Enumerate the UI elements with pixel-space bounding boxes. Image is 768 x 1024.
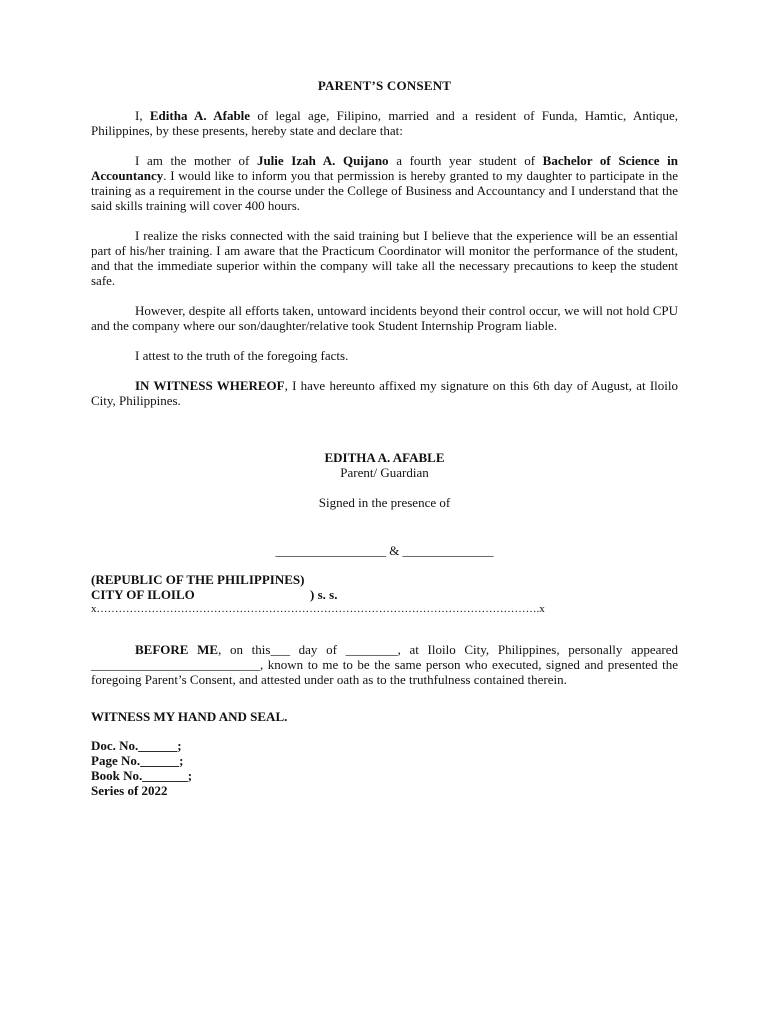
intro-prefix: I, <box>135 108 150 123</box>
before-me-paragraph <box>91 642 678 687</box>
spacer <box>91 510 678 543</box>
book-number-line: Book No._______; <box>91 768 193 783</box>
document-title: PARENT’S CONSENT <box>317 78 452 93</box>
witness-whereof-paragraph <box>91 378 678 408</box>
venue-caption <box>91 587 678 602</box>
intro-rest: of legal age, Filipino, married and a resident of Funda, Hamtic, Antique, Philippines, by these presents, hereby state and declare that: <box>91 108 678 138</box>
spacer <box>91 333 678 348</box>
republic-caption: (REPUBLIC OF THE PHILIPPINES) <box>91 572 305 587</box>
spacer <box>91 480 678 495</box>
mother-paragraph <box>91 153 678 213</box>
liability-paragraph: However, despite all efforts taken, untoward incidents beyond their control occur, we will not hold CPU and the company where our son/daughter/relative took Student Internship Program liable. <box>91 303 678 333</box>
spacer <box>91 213 678 228</box>
hand-seal-heading: WITNESS MY HAND AND SEAL. <box>91 709 288 724</box>
document-page <box>91 78 678 798</box>
page-number-line: Page No.______; <box>91 753 184 768</box>
doc-number-line: Doc. No.______; <box>91 738 182 753</box>
spacer <box>91 93 678 108</box>
ss-caption: ) s. s. <box>310 587 338 602</box>
risk-paragraph: I realize the risks connected with the said training but I believe that the experience will be an essential part of his/her training. I am aware that the Practicum Coordinator will monitor the performance of the student, and that the immediate superior within the company will take all the necessary precautions to keep the student safe. <box>91 228 678 288</box>
signatory-name: EDITHA A. AFABLE <box>324 450 445 465</box>
spacer <box>91 687 678 709</box>
intro-paragraph <box>91 108 678 138</box>
spacer <box>91 363 678 378</box>
before-me-rest: , on this___ day of ________, at Iloilo City, Philippines, personally appeared __________________________, known to me to be the same person who executed, signed and presented the foregoing Parent’s Consent, and attested under oath as to the truthfulness contained therein. <box>91 642 679 687</box>
spacer <box>91 288 678 303</box>
course-name: Bachelor of Science in Accountancy <box>91 153 678 183</box>
mother-middle: a fourth year student of <box>388 153 543 168</box>
signed-presence-text: Signed in the presence of <box>318 495 451 510</box>
spacer <box>91 616 678 642</box>
mother-rest: . I would like to inform you that permission is hereby granted to my daughter to participate in the training as a requirement in the course under the College of Business and Accountancy and I understand that the said skills training will cover 400 hours. <box>91 168 678 213</box>
spacer <box>91 408 678 450</box>
series-line: Series of 2022 <box>91 783 168 798</box>
witness-whereof-label: IN WITNESS WHEREOF <box>135 378 285 393</box>
attest-paragraph: I attest to the truth of the foregoing facts. <box>135 348 349 363</box>
witness-signature-lines: _________________ & ______________ <box>275 543 494 558</box>
student-name: Julie Izah A. Quijano <box>256 153 389 168</box>
spacer <box>91 724 678 738</box>
city-caption: CITY OF ILOILO <box>91 587 195 602</box>
spacer <box>91 558 678 572</box>
signatory-role: Parent/ Guardian <box>340 465 429 480</box>
mother-prefix: I am the mother of <box>135 153 257 168</box>
witness-whereof-rest: , I have hereunto affixed my signature on this 6th day of August, at Iloilo City, Philippines. <box>91 378 679 408</box>
declarant-name: Editha A. Afable <box>149 108 251 123</box>
spacer <box>91 138 678 153</box>
before-me-label: BEFORE ME <box>135 642 219 657</box>
caption-dotted-line: x………………………………………………………………………………………………………….x <box>91 603 545 615</box>
